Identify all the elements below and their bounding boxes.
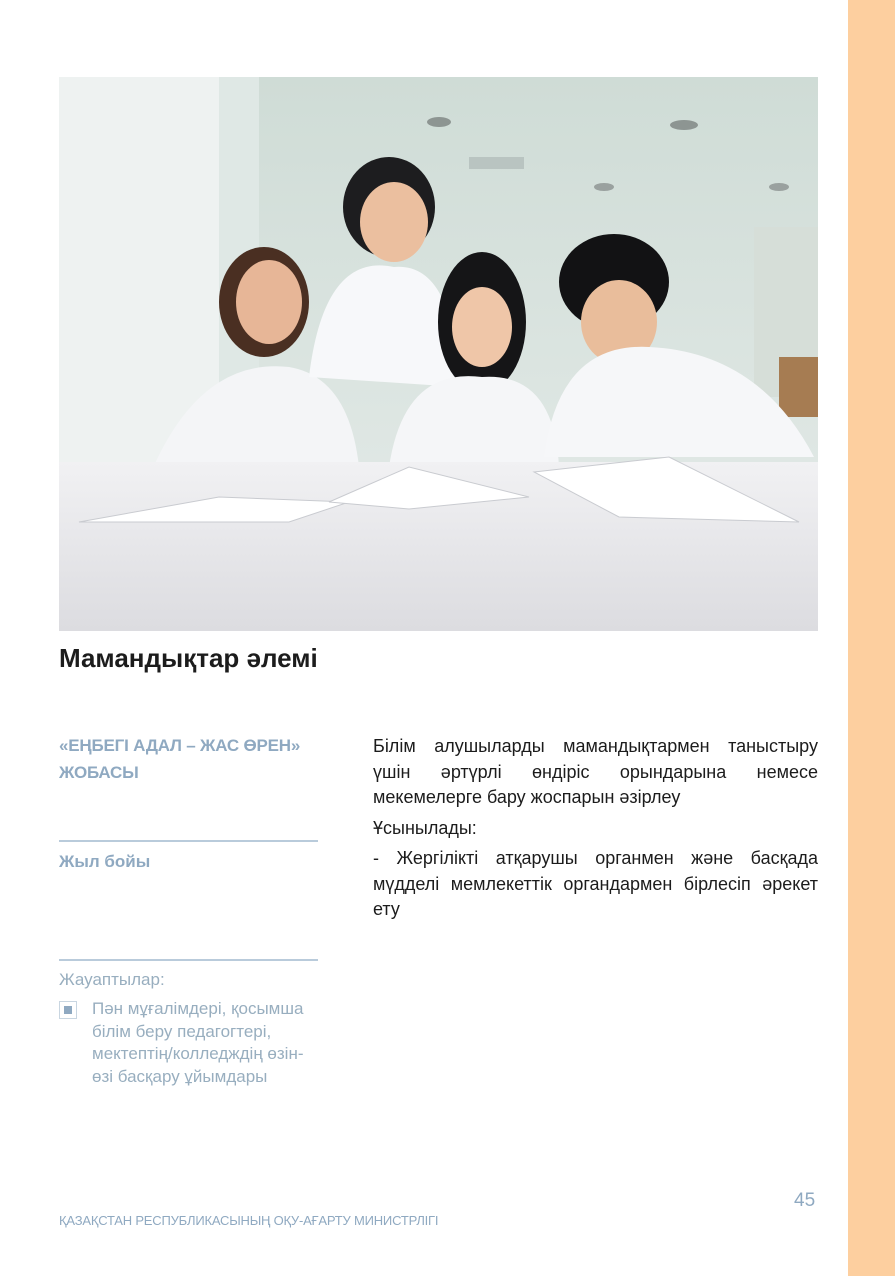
period-label: Жыл бойы <box>59 852 151 871</box>
accent-side-band <box>848 0 895 1276</box>
responsible-label: Жауаптылар: <box>59 970 165 989</box>
page-number: 45 <box>794 1190 816 1211</box>
students-photo <box>59 77 818 631</box>
divider <box>59 840 318 842</box>
section-title: Мамандықтар әлемі <box>59 643 318 673</box>
divider <box>59 959 318 961</box>
recommended-label: Ұсынылады: <box>373 817 477 838</box>
footer-ministry: ҚАЗАҚСТАН РЕСПУБЛИКАСЫНЫҢ ОҚУ-АҒАРТУ МИНИСТРЛІГІ <box>59 1213 439 1228</box>
square-bullet-icon <box>59 1001 77 1019</box>
description-column <box>373 734 818 928</box>
project-title: «ЕҢБЕГІ АДАЛ – ЖАС ӨРЕН» ЖОБАСЫ <box>59 736 301 782</box>
left-column <box>59 732 318 1086</box>
description-paragraph: Білім алушыларды мамандықтармен таныстыру үшін әртүрлі өндіріс орындарына немесе мекемелерге бару жоспарын әзірлеу <box>373 736 818 807</box>
responsible-text: Пән мұғалімдері, қосымша білім беру педагогтері, мектептің/колледждің өзін-өзі басқару ұйымдары <box>92 999 304 1086</box>
list-item <box>59 998 318 1088</box>
recommendation-text: - Жергілікті атқарушы органмен және басқада мүдделі мемлекеттік органдармен бірлесіп әрекет ету <box>373 848 818 919</box>
